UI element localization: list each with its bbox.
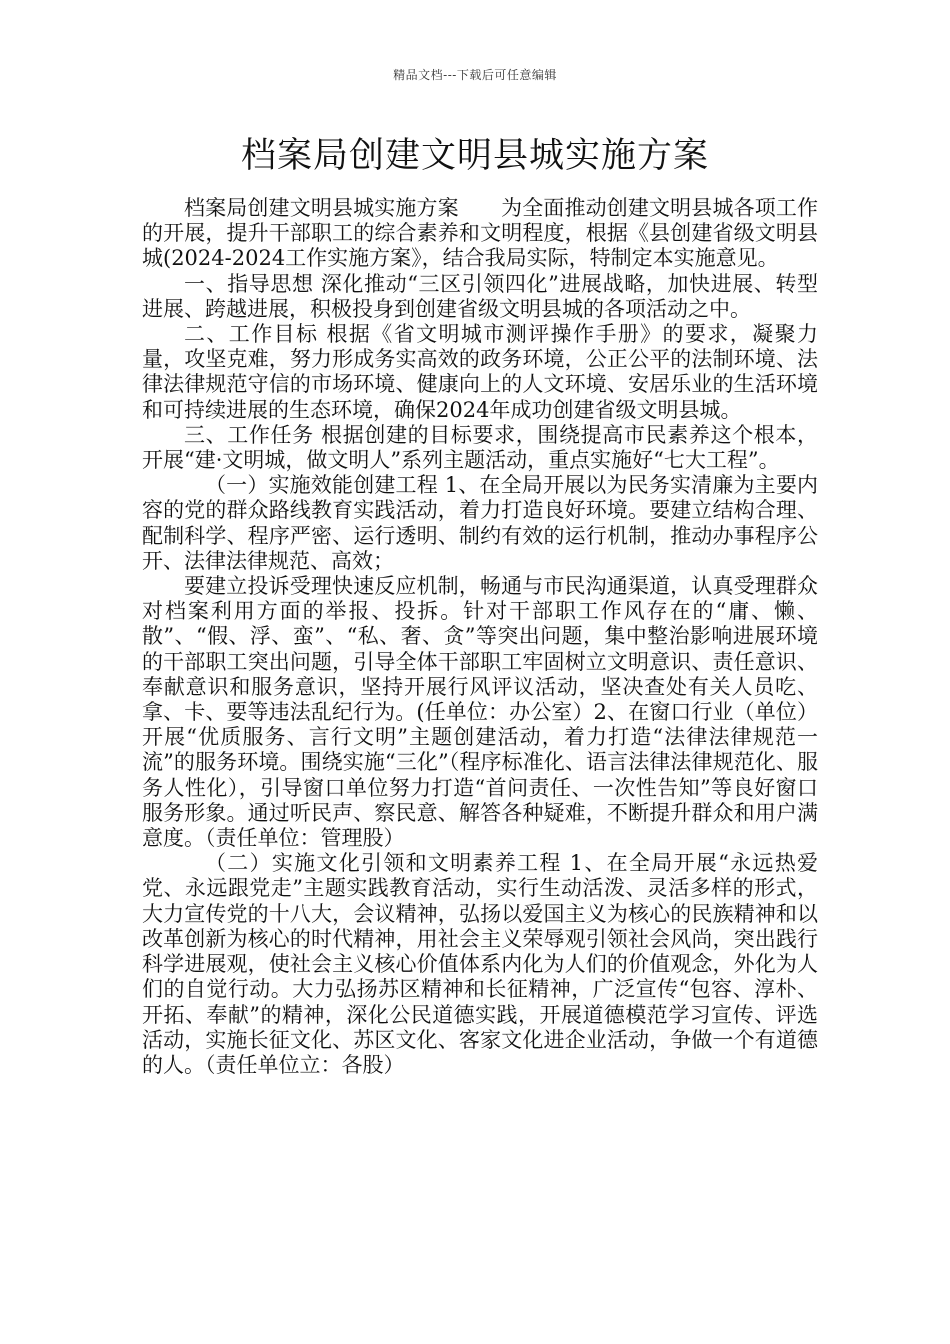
work-objective-paragraph: 二、工作目标 根据《省文明城市测评操作手册》的要求，凝聚力量，攻坚克难，努力形成务实高效的政务环境，公正公平的法制环境、法律法律规范守信的市场环境、健康向上的人文环境、安居乐业的生活环境和可持续进展的生态环境，确保2024年成功创建省级文明县城。	[142, 322, 818, 422]
culture-project-paragraph: （二）实施文化引领和文明素养工程 1、在全局开展“永远热爱党、永远跟党走”主题实践教育活动，实行生动活泼、灵活多样的形式，大力宣传党的十八大，会议精神，弘扬以爱国主义为核心的民族精神和以改革创新为核心的时代精神，用社会主义荣辱观引领社会风尚，突出践行科学进展观，使社会主义核心价值体系内化为人们的价值观念，外化为人们的自觉行动。大力弘扬苏区精神和长征精神，广泛宣传“包容、淳朴、开拓、奉献”的精神，深化公民道德实践，开展道德模范学习宣传、评选活动，实施长征文化、苏区文化、客家文化进企业活动，争做一个有道德的人。（责任单位立：各股）	[142, 851, 818, 1077]
header-note: 精品文档---下载后可任意编辑	[393, 68, 557, 82]
document-body	[142, 196, 818, 1078]
intro-paragraph: 档案局创建文明县城实施方案 为全面推动创建文明县城各项工作的开展，提升干部职工的综合素养和文明程度，根据《县创建省级文明县城(2024-2024工作实施方案》，结合我局实际，特制定本实施意见。	[142, 196, 818, 271]
complaint-mechanism-paragraph: 要建立投诉受理快速反应机制，畅通与市民沟通渠道，认真受理群众对档案利用方面的举报、投拆。针对干部职工作风存在的“庸、懒、散”、“假、浮、蛮”、“私、奢、贪”等突出问题，集中整治影响进展环境的干部职工突出问题，引导全体干部职工牢固树立文明意识、责任意识、奉献意识和服务意识，坚持开展行风评议活动，坚决查处有关人员吃、拿、卡、要等违法乱纪行为。(任单位：办公室）2、在窗口行业（单位）开展“优质服务、言行文明”主题创建活动，着力打造“法律法律规范一流”的服务环境。围绕实施“三化”（程序标准化、语言法律法律规范化、服务人性化），引导窗口单位努力打造“首问责任、一次性告知”等良好窗口服务形象。通过听民声、察民意、解答各种疑难，不断提升群众和用户满意度。（责任单位：管理股）	[142, 574, 818, 851]
document-title: 档案局创建文明县城实施方案	[240, 136, 709, 176]
guiding-ideology-paragraph: 一、指导思想 深化推动“三区引领四化”进展战略，加快进展、转型进展、跨越进展，积极投身到创建省级文明县城的各项活动之中。	[142, 271, 818, 321]
efficiency-project-paragraph: （一）实施效能创建工程 1、在全局开展以为民务实清廉为主要内容的党的群众路线教育实践活动，着力打造良好环境。要建立结构合理、配制科学、程序严密、运行透明、制约有效的运行机制，推动办事程序公开、法律法律规范、高效；	[142, 473, 818, 573]
work-task-paragraph: 三、工作任务 根据创建的目标要求，围绕提高市民素养这个根本，开展“建·文明城，做文明人”系列主题活动，重点实施好“七大工程”。	[142, 422, 818, 473]
